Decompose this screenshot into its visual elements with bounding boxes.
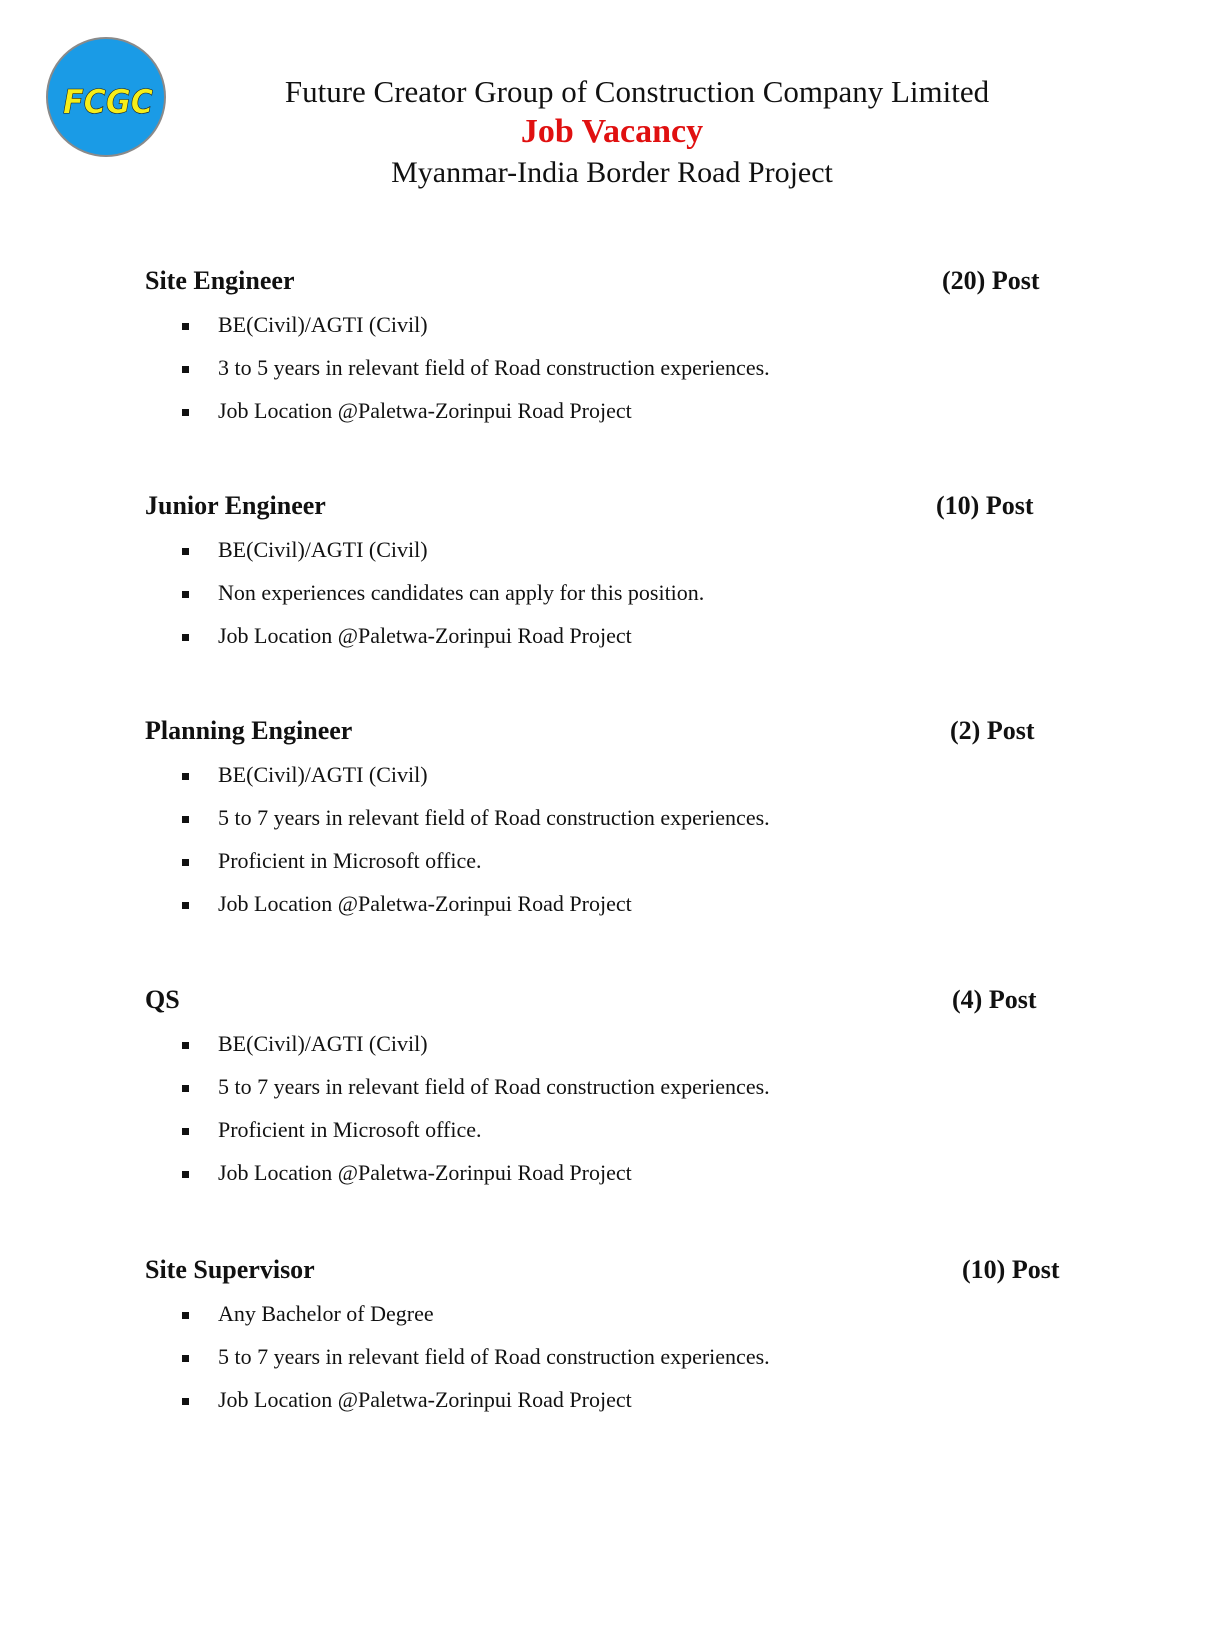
bullet-icon bbox=[182, 1042, 189, 1049]
page-title: Job Vacancy bbox=[520, 113, 704, 150]
project-name: Myanmar-India Border Road Project bbox=[391, 156, 833, 189]
job-title: Junior Engineer bbox=[145, 491, 326, 520]
bullet-icon bbox=[182, 773, 189, 780]
job-title: Planning Engineer bbox=[145, 716, 353, 745]
bullet-icon bbox=[182, 1128, 189, 1135]
job-title: QS bbox=[145, 985, 180, 1014]
job-post-count: (2) Post bbox=[950, 716, 1035, 745]
bullet-icon bbox=[182, 1171, 189, 1178]
bullet-icon bbox=[182, 1355, 189, 1362]
job-post-count: (20) Post bbox=[942, 266, 1040, 295]
job-post-count: (10) Post bbox=[962, 1255, 1060, 1284]
bullet-icon bbox=[182, 816, 189, 823]
bullet-icon bbox=[182, 902, 189, 909]
job-title: Site Supervisor bbox=[145, 1255, 315, 1284]
company-name: Future Creator Group of Construction Company Limited bbox=[284, 74, 990, 109]
logo-text: FCGC bbox=[63, 82, 153, 121]
bullet-icon bbox=[182, 1398, 189, 1405]
bullet-icon bbox=[182, 548, 189, 555]
job-post-count: (4) Post bbox=[952, 985, 1037, 1014]
bullet-icon bbox=[182, 1085, 189, 1092]
bullet-icon bbox=[182, 1312, 189, 1319]
bullet-icon bbox=[182, 323, 189, 330]
job-title: Site Engineer bbox=[145, 266, 295, 295]
bullet-icon bbox=[182, 409, 189, 416]
bullet-icon bbox=[182, 634, 189, 641]
bullet-icon bbox=[182, 366, 189, 373]
bullet-icon bbox=[182, 591, 189, 598]
bullet-icon bbox=[182, 859, 189, 866]
job-post-count: (10) Post bbox=[936, 491, 1034, 520]
